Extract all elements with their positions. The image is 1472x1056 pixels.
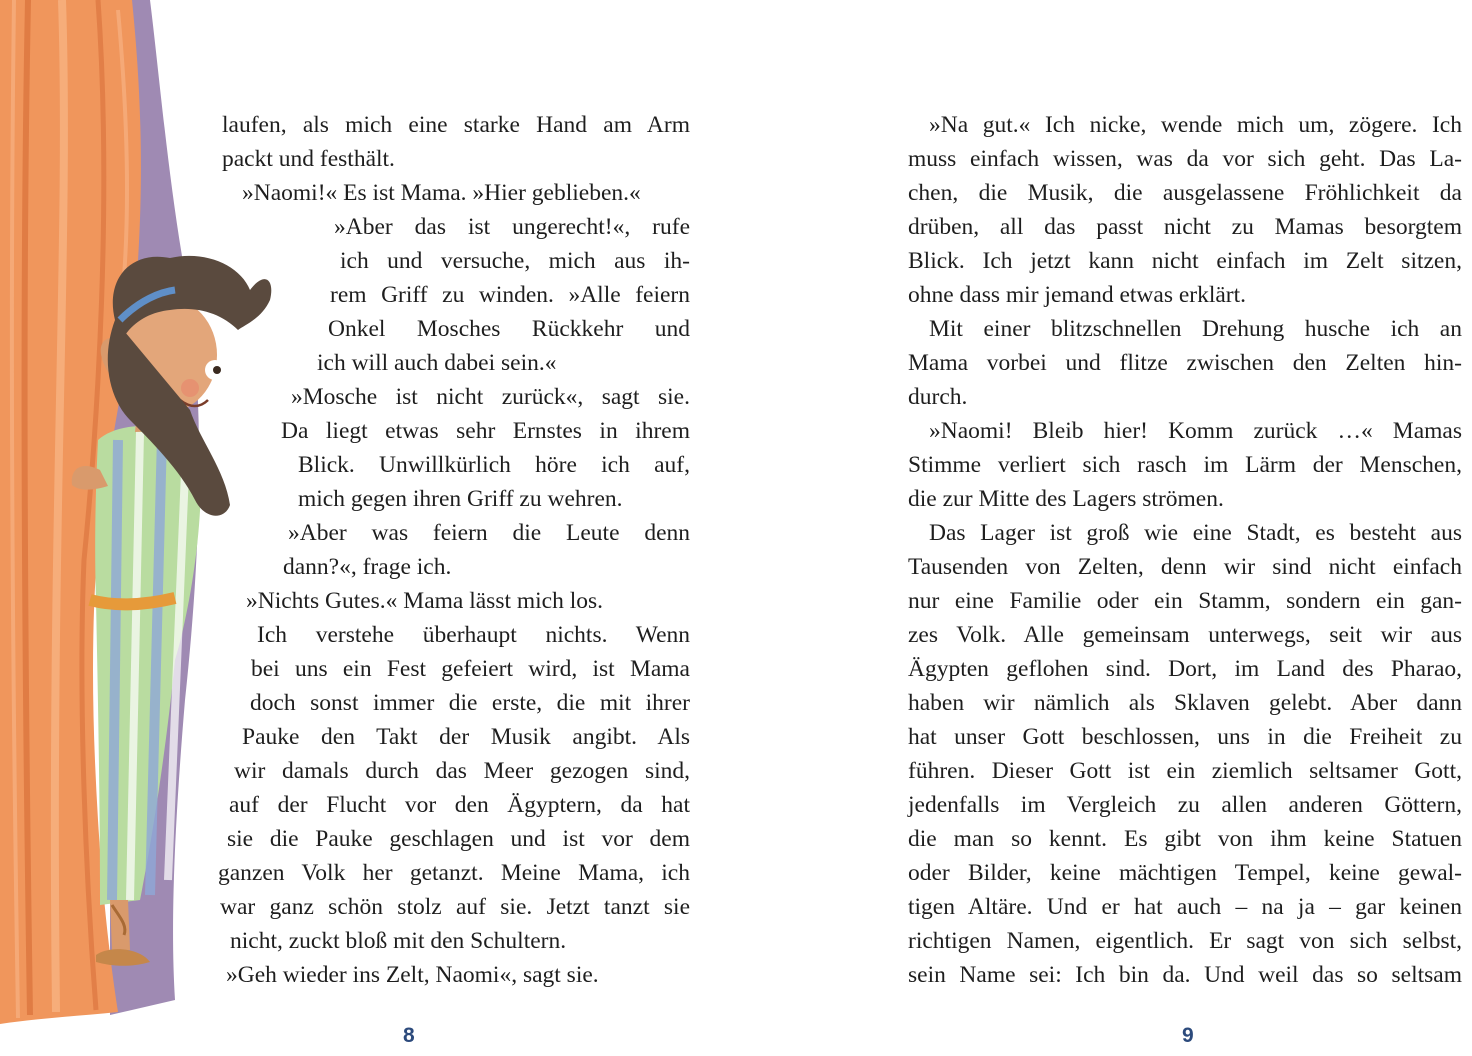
text-line: dann?«, frage ich. — [283, 554, 452, 580]
text-line: »Geh wieder ins Zelt, Naomi«, sagt sie. — [226, 962, 599, 988]
text-line: hat unser Gott beschlossen, uns in die Freiheit zu — [908, 724, 1462, 750]
page-number: 8 — [403, 1024, 415, 1047]
text-line: jedenfalls im Vergleich zu allen anderen Göttern, — [908, 792, 1462, 818]
text-line: Onkel Mosches Rückkehr und — [328, 316, 690, 342]
text-line: Mama vorbei und flitze zwischen den Zelten hin- — [908, 350, 1462, 376]
text-line: wir damals durch das Meer gezogen sind, — [234, 758, 690, 784]
text-line: »Nichts Gutes.« Mama lässt mich los. — [246, 588, 604, 614]
text-line: Da liegt etwas sehr Ernstes in ihrem — [281, 418, 690, 444]
text-line: nicht, zuckt bloß mit den Schultern. — [230, 928, 567, 954]
text-line: chen, die Musik, die ausgelassene Fröhlichkeit da — [908, 180, 1462, 206]
text-line: sie die Pauke geschlagen und ist vor dem — [227, 826, 690, 852]
text-line: doch sonst immer die erste, die mit ihrer — [250, 690, 690, 716]
text-line: ohne dass mir jemand etwas erklärt. — [908, 282, 1247, 308]
text-line: »Na gut.« Ich nicke, wende mich um, zögere. Ich — [929, 112, 1462, 138]
text-line: muss einfach wissen, was da vor sich geht. Das La- — [908, 146, 1462, 172]
text-line: Blick. Unwillkürlich höre ich auf, — [298, 452, 690, 478]
text-line: Das Lager ist groß wie eine Stadt, es besteht aus — [929, 520, 1462, 546]
text-line: bei uns ein Fest gefeiert wird, ist Mama — [251, 656, 690, 682]
text-line: packt und festhält. — [222, 146, 395, 172]
text-line: war ganz schön stolz auf sie. Jetzt tanzt sie — [220, 894, 690, 920]
text-line: »Naomi!« Es ist Mama. »Hier geblieben.« — [242, 180, 641, 206]
text-line: »Aber das ist ungerecht!«, rufe — [334, 214, 690, 240]
text-line: führen. Dieser Gott ist ein ziemlich seltsamer Gott, — [908, 758, 1462, 784]
text-line: auf der Flucht vor den Ägyptern, da hat — [229, 792, 690, 818]
text-line: mich gegen ihren Griff zu wehren. — [298, 486, 623, 512]
text-line: Ägypten geflohen sind. Dort, im Land des Pharao, — [908, 656, 1462, 682]
text-line: tigen Altäre. Und er hat auch – na ja – gar keinen — [908, 894, 1462, 920]
text-line: haben wir nämlich als Sklaven gelebt. Aber dann — [908, 690, 1462, 716]
text-line: Blick. Ich jetzt kann nicht einfach im Zelt sitzen, — [908, 248, 1462, 274]
text-line: Ich verstehe überhaupt nichts. Wenn — [257, 622, 690, 648]
text-line: durch. — [908, 384, 968, 410]
text-line: Tausenden von Zelten, denn wir sind nicht einfach — [908, 554, 1462, 580]
text-line: ganzen Volk her getanzt. Meine Mama, ich — [218, 860, 690, 886]
text-line: oder Bilder, keine mächtigen Tempel, keine gewal- — [908, 860, 1462, 886]
page-number: 9 — [1182, 1024, 1194, 1047]
text-line: »Mosche ist nicht zurück«, sagt sie. — [291, 384, 690, 410]
right-page — [736, 0, 1472, 1056]
text-line: ich will auch dabei sein.« — [317, 350, 557, 376]
text-line: Pauke den Takt der Musik angibt. Als — [242, 724, 690, 750]
text-line: richtigen Namen, eigentlich. Er sagt von sich selbst, — [908, 928, 1462, 954]
text-line: zes Volk. Alle gemeinsam unterwegs, seit wir aus — [908, 622, 1462, 648]
text-line: »Aber was feiern die Leute denn — [288, 520, 690, 546]
text-line: die man so kennt. Es gibt von ihm keine Statuen — [908, 826, 1462, 852]
text-line: drüben, all das passt nicht zu Mamas besorgtem — [908, 214, 1462, 240]
text-line: ich und versuche, mich aus ih- — [340, 248, 690, 274]
text-line: rem Griff zu winden. »Alle feiern — [330, 282, 690, 308]
text-line: nur eine Familie oder ein Stamm, sondern ein gan- — [908, 588, 1462, 614]
text-line: laufen, als mich eine starke Hand am Arm — [222, 112, 690, 138]
text-line: Mit einer blitzschnellen Drehung husche ich an — [929, 316, 1462, 342]
text-line: die zur Mitte des Lagers strömen. — [908, 486, 1224, 512]
text-line: sein Name sei: Ich bin da. Und weil das so seltsam — [908, 962, 1462, 988]
text-line: Stimme verliert sich rasch im Lärm der Menschen, — [908, 452, 1462, 478]
text-line: »Naomi! Bleib hier! Komm zurück …« Mamas — [929, 418, 1462, 444]
